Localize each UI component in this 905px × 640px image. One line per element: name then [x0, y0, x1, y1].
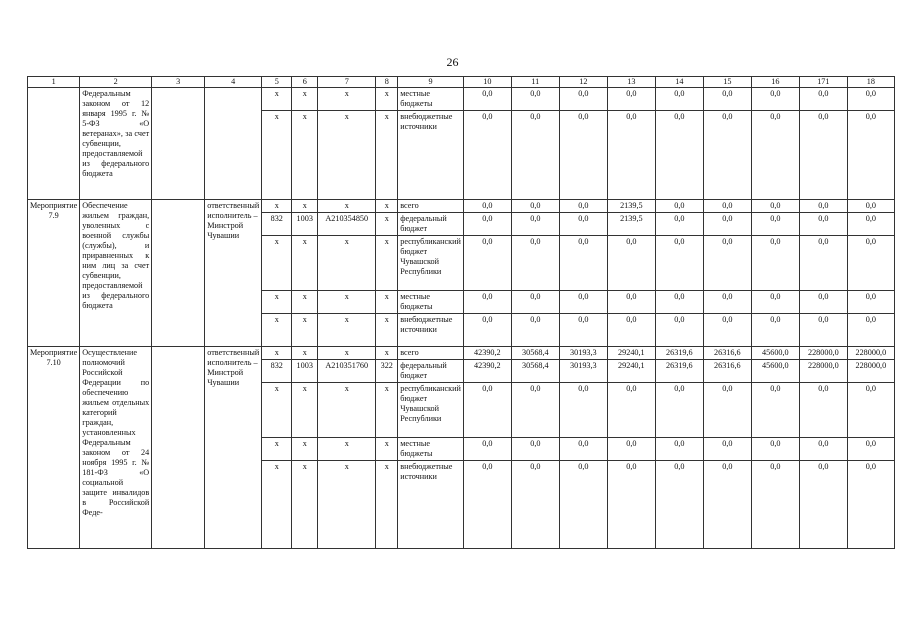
amount-cell: 2139,5 [607, 213, 655, 236]
amount-cell: 0,0 [511, 88, 559, 111]
amount-cell: 0,0 [463, 200, 511, 213]
amount-cell: 0,0 [559, 88, 607, 111]
code-grbs-cell: x [262, 200, 292, 213]
code-target-article-cell: x [318, 236, 376, 291]
responsible-executor-cell: ответственный исполнитель – Минстрой Чувашии [205, 347, 262, 549]
code-grbs-cell: x [262, 461, 292, 549]
amount-cell: 0,0 [655, 291, 703, 314]
amount-cell: 0,0 [463, 236, 511, 291]
code-grbs-cell: x [262, 88, 292, 111]
amount-cell: 0,0 [607, 438, 655, 461]
amount-cell: 0,0 [463, 461, 511, 549]
amount-cell: 0,0 [799, 111, 847, 200]
code-section-cell: x [292, 461, 318, 549]
amount-cell: 0,0 [751, 438, 799, 461]
code-expense-type-cell: x [376, 236, 398, 291]
code-target-article-cell: А210351760 [318, 360, 376, 383]
responsible-executor-cell: ответственный исполнитель – Минстрой Чувашии [205, 200, 262, 347]
column-header: 16 [751, 77, 799, 88]
code-expense-type-cell: x [376, 291, 398, 314]
amount-cell: 0,0 [799, 213, 847, 236]
amount-cell: 0,0 [607, 88, 655, 111]
amount-cell: 0,0 [751, 291, 799, 314]
amount-cell: 0,0 [751, 111, 799, 200]
amount-cell: 0,0 [463, 438, 511, 461]
amount-cell: 0,0 [607, 291, 655, 314]
code-expense-type-cell: x [376, 88, 398, 111]
column-header: 10 [463, 77, 511, 88]
amount-cell: 0,0 [559, 461, 607, 549]
code-grbs-cell: x [262, 383, 292, 438]
amount-cell: 0,0 [607, 236, 655, 291]
funding-source-cell: местные бюджеты [398, 291, 464, 314]
code-section-cell: x [292, 291, 318, 314]
funding-source-cell: всего [398, 200, 464, 213]
amount-cell: 0,0 [847, 314, 894, 347]
code-expense-type-cell: 322 [376, 360, 398, 383]
amount-cell: 29240,1 [607, 347, 655, 360]
amount-cell: 0,0 [655, 200, 703, 213]
budget-table [27, 76, 895, 549]
amount-cell: 30193,3 [559, 360, 607, 383]
code-section-cell: x [292, 383, 318, 438]
amount-cell: 42390,2 [463, 360, 511, 383]
amount-cell: 45600,0 [751, 360, 799, 383]
code-section-cell: x [292, 111, 318, 200]
amount-cell: 0,0 [703, 200, 751, 213]
amount-cell: 30193,3 [559, 347, 607, 360]
amount-cell: 0,0 [847, 88, 894, 111]
amount-cell: 0,0 [751, 236, 799, 291]
code-expense-type-cell: x [376, 314, 398, 347]
amount-cell: 0,0 [607, 314, 655, 347]
amount-cell: 0,0 [463, 111, 511, 200]
amount-cell: 30568,4 [511, 347, 559, 360]
amount-cell: 0,0 [799, 438, 847, 461]
amount-cell: 0,0 [847, 438, 894, 461]
amount-cell: 0,0 [751, 200, 799, 213]
code-expense-type-cell: x [376, 347, 398, 360]
funding-source-cell: республиканский бюджет Чувашской Республики [398, 236, 464, 291]
measure-description-cell: Обеспечение жильем граждан, уволенных с военной службы (службы), и приравненных к ним лиц за счет субвенции, предоставляемой из федерального бюджета [80, 200, 152, 347]
code-grbs-cell: x [262, 291, 292, 314]
code-grbs-cell: 832 [262, 213, 292, 236]
amount-cell: 0,0 [511, 314, 559, 347]
amount-cell: 0,0 [847, 383, 894, 438]
amount-cell: 26316,6 [703, 347, 751, 360]
code-section-cell: x [292, 438, 318, 461]
amount-cell: 0,0 [463, 314, 511, 347]
amount-cell: 0,0 [751, 383, 799, 438]
code-target-article-cell: x [318, 347, 376, 360]
amount-cell: 45600,0 [751, 347, 799, 360]
column-header: 14 [655, 77, 703, 88]
amount-cell: 0,0 [751, 88, 799, 111]
amount-cell: 0,0 [463, 383, 511, 438]
responsible-executor-cell [205, 88, 262, 200]
code-expense-type-cell: x [376, 213, 398, 236]
amount-cell: 228000,0 [799, 360, 847, 383]
amount-cell: 228000,0 [799, 347, 847, 360]
amount-cell: 26316,6 [703, 360, 751, 383]
measure-id-cell [28, 88, 80, 200]
code-section-cell: x [292, 236, 318, 291]
amount-cell: 0,0 [511, 236, 559, 291]
code-target-article-cell: x [318, 88, 376, 111]
amount-cell: 0,0 [655, 314, 703, 347]
measure-id-cell: Мероприятие 7.10 [28, 347, 80, 549]
code-grbs-cell: 832 [262, 360, 292, 383]
amount-cell: 0,0 [799, 461, 847, 549]
code-grbs-cell: x [262, 111, 292, 200]
code-grbs-cell: x [262, 438, 292, 461]
funding-source-cell: всего [398, 347, 464, 360]
funding-source-cell: федеральный бюджет [398, 360, 464, 383]
amount-cell: 0,0 [847, 291, 894, 314]
amount-cell: 0,0 [847, 111, 894, 200]
amount-cell: 0,0 [559, 291, 607, 314]
column-header: 12 [559, 77, 607, 88]
amount-cell: 0,0 [607, 461, 655, 549]
amount-cell: 228000,0 [847, 347, 894, 360]
table-row [28, 88, 895, 111]
column-header: 7 [318, 77, 376, 88]
column-header: 18 [847, 77, 894, 88]
code-section-cell: 1003 [292, 360, 318, 383]
column-header: 1 [28, 77, 80, 88]
code-expense-type-cell: x [376, 111, 398, 200]
amount-cell: 0,0 [511, 213, 559, 236]
funding-source-cell: местные бюджеты [398, 88, 464, 111]
amount-cell: 0,0 [655, 383, 703, 438]
column-header: 8 [376, 77, 398, 88]
amount-cell: 0,0 [799, 291, 847, 314]
amount-cell: 0,0 [511, 438, 559, 461]
amount-cell: 42390,2 [463, 347, 511, 360]
code-grbs-cell: x [262, 314, 292, 347]
amount-cell: 0,0 [655, 111, 703, 200]
measure-description-cell: Осуществление полномочий Российской Федерации по обеспечению жильем отдельных категорий граждан, установленных Федеральным законом от 24 ноября 1995 г. № 181-ФЗ «О социальной защите инвалидов в Российской Феде- [80, 347, 152, 549]
table-row [28, 200, 895, 213]
amount-cell: 26319,6 [655, 347, 703, 360]
amount-cell: 0,0 [655, 438, 703, 461]
code-target-article-cell: А210354850 [318, 213, 376, 236]
amount-cell: 0,0 [847, 236, 894, 291]
amount-cell: 0,0 [847, 461, 894, 549]
code-target-article-cell: x [318, 291, 376, 314]
amount-cell: 0,0 [799, 314, 847, 347]
code-grbs-cell: x [262, 347, 292, 360]
funding-source-cell: внебюджетные источники [398, 461, 464, 549]
amount-cell: 0,0 [463, 291, 511, 314]
amount-cell: 0,0 [655, 461, 703, 549]
amount-cell: 0,0 [511, 200, 559, 213]
amount-cell: 0,0 [559, 111, 607, 200]
column-3-cell [152, 347, 205, 549]
column-header: 5 [262, 77, 292, 88]
amount-cell: 0,0 [655, 213, 703, 236]
funding-source-cell: внебюджетные источники [398, 111, 464, 200]
column-header: 6 [292, 77, 318, 88]
amount-cell: 0,0 [463, 88, 511, 111]
amount-cell: 0,0 [607, 111, 655, 200]
column-header: 13 [607, 77, 655, 88]
amount-cell: 0,0 [559, 200, 607, 213]
amount-cell: 0,0 [703, 111, 751, 200]
funding-source-cell: местные бюджеты [398, 438, 464, 461]
code-target-article-cell: x [318, 383, 376, 438]
column-header: 171 [799, 77, 847, 88]
amount-cell: 0,0 [703, 291, 751, 314]
funding-source-cell: внебюджетные источники [398, 314, 464, 347]
code-target-article-cell: x [318, 438, 376, 461]
column-header: 4 [205, 77, 262, 88]
code-section-cell: x [292, 347, 318, 360]
amount-cell: 0,0 [559, 383, 607, 438]
amount-cell: 0,0 [751, 461, 799, 549]
amount-cell: 0,0 [511, 383, 559, 438]
amount-cell: 29240,1 [607, 360, 655, 383]
amount-cell: 26319,6 [655, 360, 703, 383]
code-target-article-cell: x [318, 461, 376, 549]
code-section-cell: x [292, 314, 318, 347]
amount-cell: 0,0 [799, 88, 847, 111]
amount-cell: 0,0 [511, 111, 559, 200]
code-expense-type-cell: x [376, 200, 398, 213]
measure-description-cell: Федеральным законом от 12 января 1995 г. № 5-ФЗ «О ветеранах», за счет субвенции, предоставляемой из федерального бюджета [80, 88, 152, 200]
column-header-row [28, 77, 895, 88]
column-header: 3 [152, 77, 205, 88]
code-expense-type-cell: x [376, 383, 398, 438]
column-3-cell [152, 88, 205, 200]
code-target-article-cell: x [318, 200, 376, 213]
amount-cell: 0,0 [847, 200, 894, 213]
amount-cell: 0,0 [703, 236, 751, 291]
amount-cell: 0,0 [703, 88, 751, 111]
amount-cell: 0,0 [607, 383, 655, 438]
amount-cell: 0,0 [511, 461, 559, 549]
amount-cell: 0,0 [703, 314, 751, 347]
amount-cell: 0,0 [463, 213, 511, 236]
amount-cell: 0,0 [799, 383, 847, 438]
amount-cell: 30568,4 [511, 360, 559, 383]
amount-cell: 0,0 [559, 213, 607, 236]
column-3-cell [152, 200, 205, 347]
column-header: 15 [703, 77, 751, 88]
code-expense-type-cell: x [376, 438, 398, 461]
column-header: 2 [80, 77, 152, 88]
amount-cell: 0,0 [511, 291, 559, 314]
code-grbs-cell: x [262, 236, 292, 291]
table-row [28, 347, 895, 360]
code-section-cell: 1003 [292, 213, 318, 236]
column-header: 9 [398, 77, 464, 88]
amount-cell: 2139,5 [607, 200, 655, 213]
amount-cell: 0,0 [559, 438, 607, 461]
amount-cell: 0,0 [559, 236, 607, 291]
amount-cell: 0,0 [703, 383, 751, 438]
code-target-article-cell: x [318, 111, 376, 200]
amount-cell: 0,0 [703, 438, 751, 461]
page-number: 26 [446, 55, 459, 69]
funding-source-cell: федеральный бюджет [398, 213, 464, 236]
amount-cell: 0,0 [703, 461, 751, 549]
amount-cell: 0,0 [655, 88, 703, 111]
amount-cell: 0,0 [559, 314, 607, 347]
amount-cell: 0,0 [655, 236, 703, 291]
funding-source-cell: республиканский бюджет Чувашской Республики [398, 383, 464, 438]
code-expense-type-cell: x [376, 461, 398, 549]
amount-cell: 0,0 [847, 213, 894, 236]
column-header: 11 [511, 77, 559, 88]
code-section-cell: x [292, 88, 318, 111]
code-section-cell: x [292, 200, 318, 213]
measure-id-cell: Мероприятие 7.9 [28, 200, 80, 347]
amount-cell: 0,0 [799, 200, 847, 213]
amount-cell: 0,0 [703, 213, 751, 236]
amount-cell: 228000,0 [847, 360, 894, 383]
amount-cell: 0,0 [799, 236, 847, 291]
code-target-article-cell: x [318, 314, 376, 347]
amount-cell: 0,0 [751, 314, 799, 347]
amount-cell: 0,0 [751, 213, 799, 236]
